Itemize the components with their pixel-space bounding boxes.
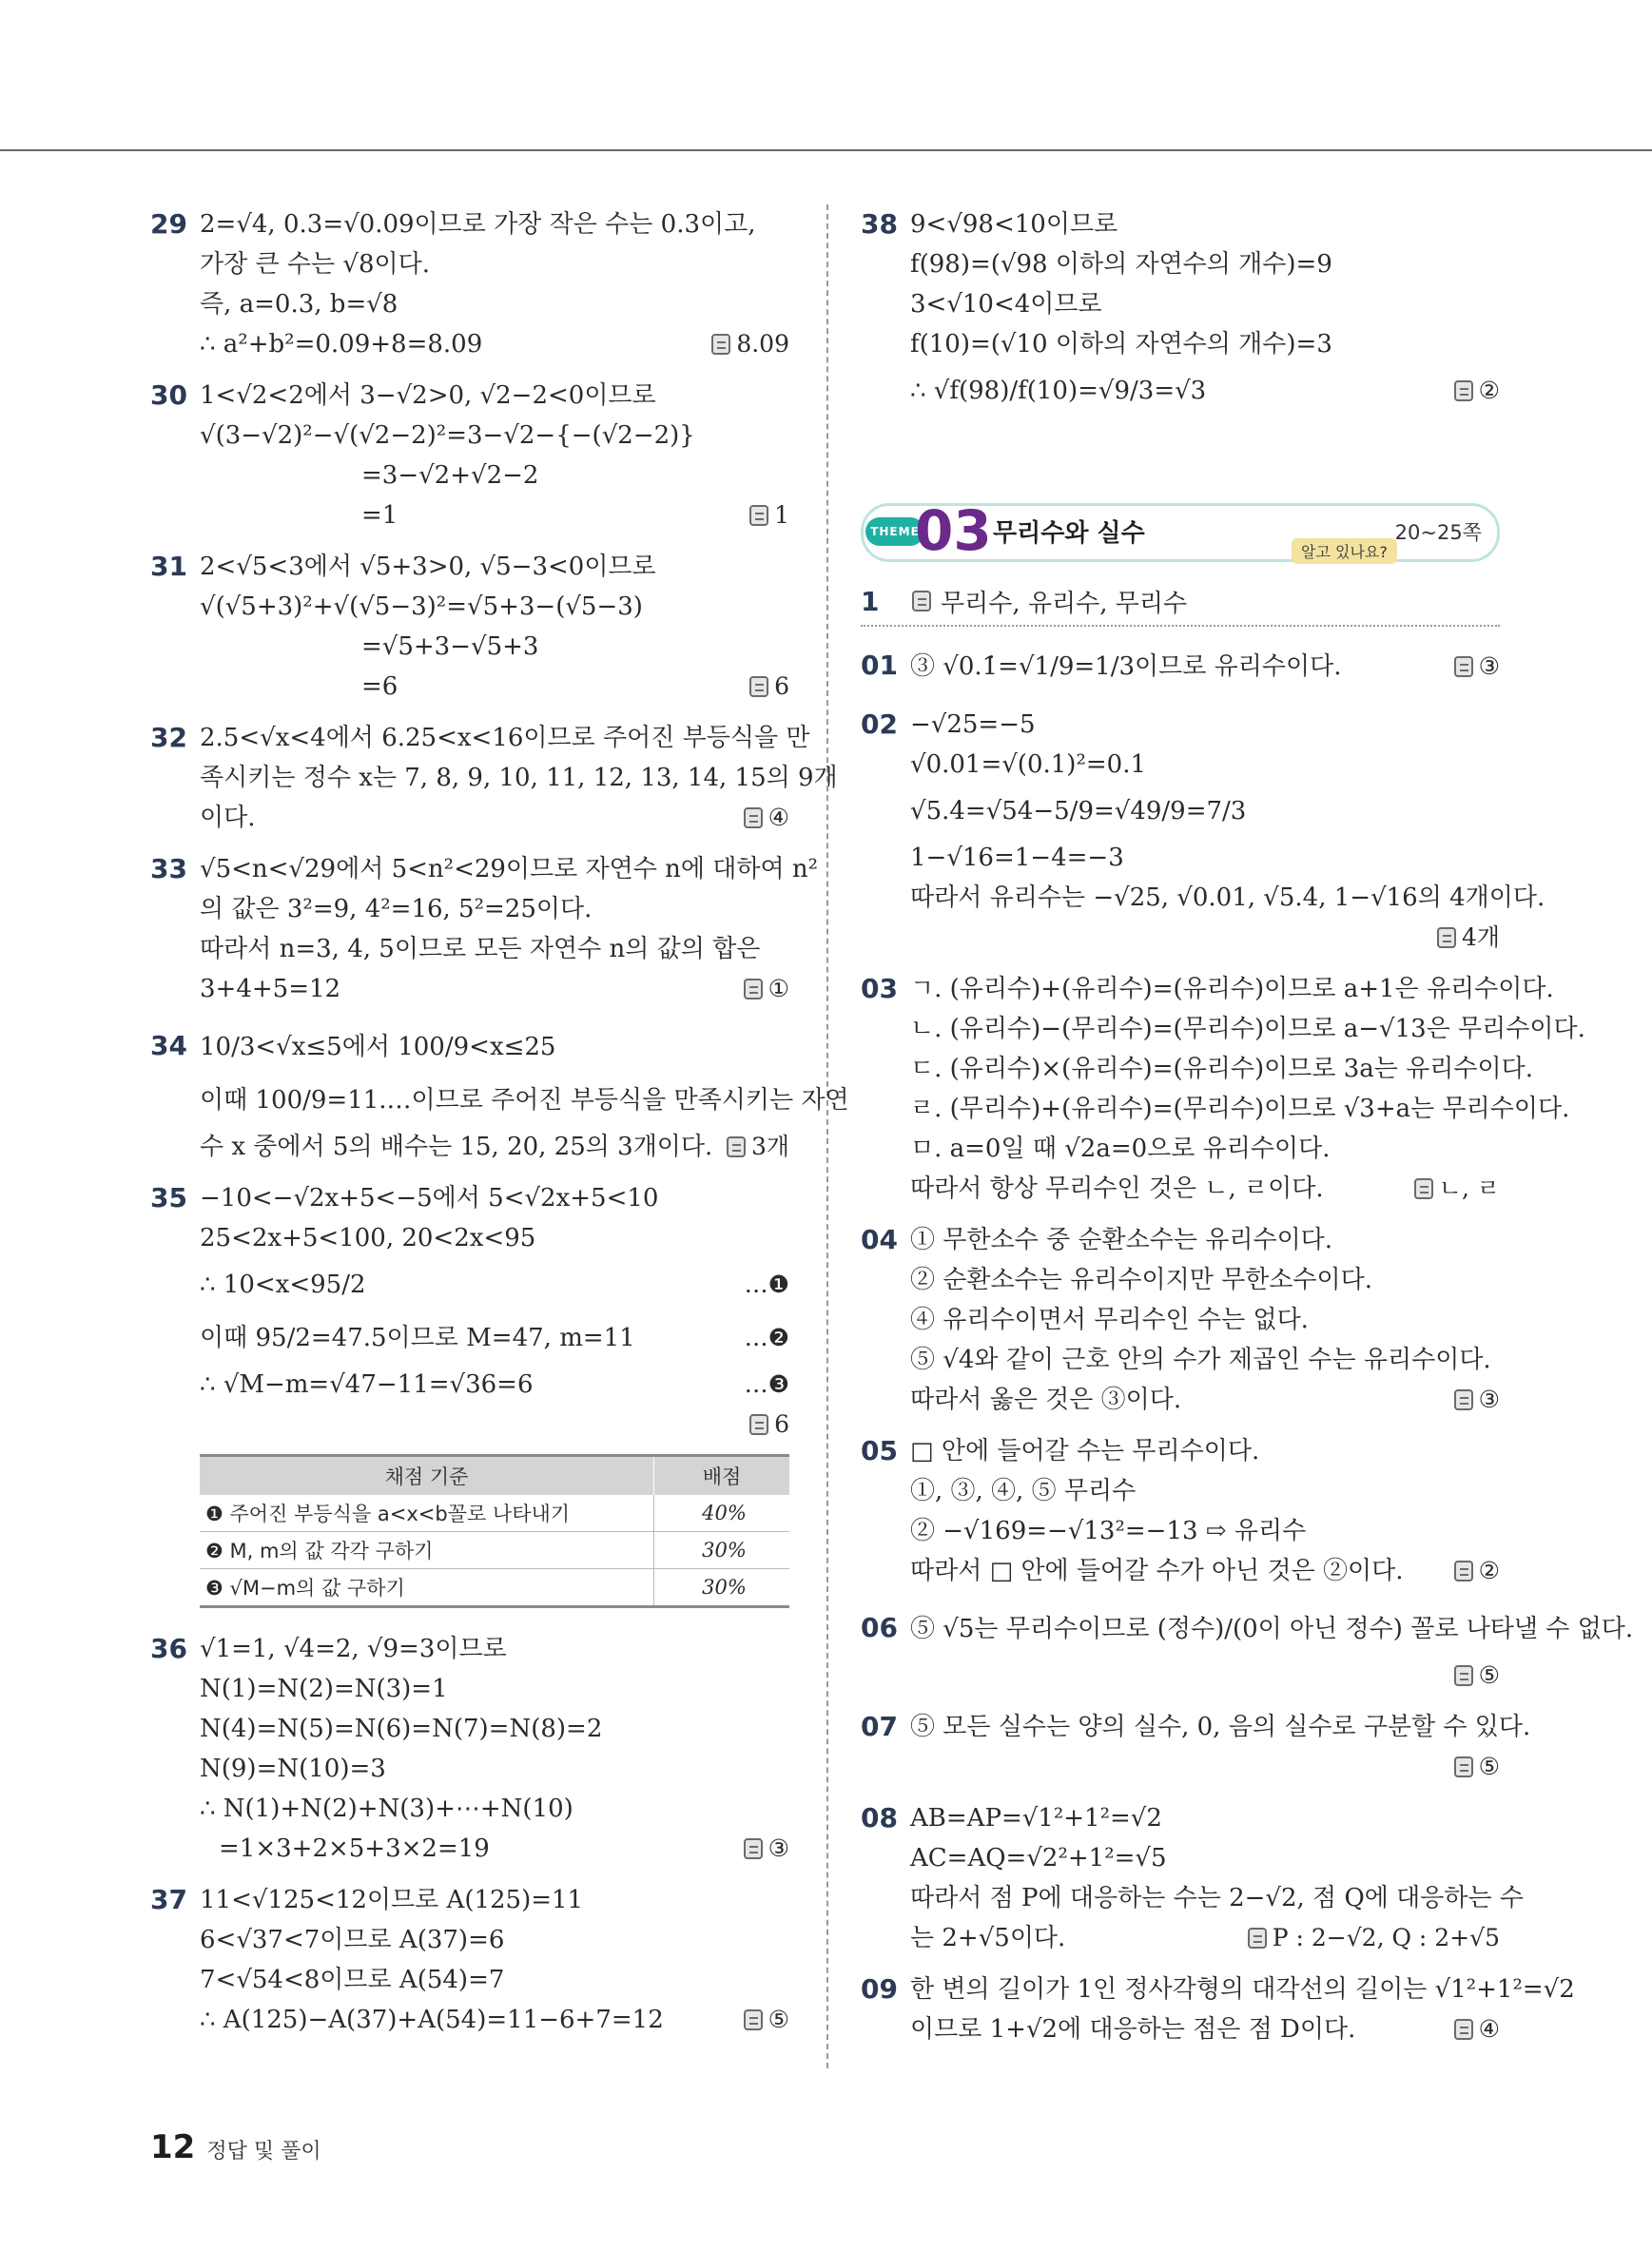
solution-line: ∴ 10<x<95/2 [200,1271,366,1299]
solution-line: 한 변의 길이가 1인 정사각형의 대각선의 길이는 √1²+1²=√2 [910,1975,1575,2004]
answer [1437,918,1500,958]
solution-line: 1<√2<2에서 3−√2>0, √2−2<0이므로 [200,381,656,410]
solution-line: =√5+3−√5+3 [361,632,539,661]
problem-number: 01 [861,650,898,681]
answer-icon [727,1136,746,1157]
solution-line: AB=AP=√1²+1²=√2 [910,1804,1162,1833]
solution-line: ⑤ √4와 같이 근호 안의 수가 제곱인 수는 유리수이다. [910,1346,1491,1374]
solution-line: 따라서 □ 안에 들어갈 수가 아닌 것은 ②이다. [910,1557,1404,1585]
answer [1454,647,1500,687]
section-number: 1 [861,585,880,617]
page-footer [150,2128,321,2166]
problem-02 [861,705,1545,958]
solution-line: 의 값은 3²=9, 4²=16, 5²=25이다. [200,895,593,923]
answer-value: 1 [774,501,789,529]
problem-number: 31 [150,551,187,582]
answer [1454,1747,1500,1787]
solution-line: ㄷ. (유리수)×(유리수)=(유리수)이므로 3a는 유리수이다. [910,1055,1534,1083]
answer [1454,1551,1500,1591]
answer-icon [912,591,931,611]
problem-03 [861,969,1585,1209]
solution-line: =3−√2+√2−2 [361,461,539,490]
solution-line: ④ 유리수이면서 무리수인 수는 없다. [910,1306,1309,1334]
answer-value: ③ [1478,1386,1500,1413]
solution-line: ∴ A(125)−A(37)+A(54)=11−6+7=12 [200,2006,664,2034]
solution-line: 이므로 1+√2에 대응하는 점은 점 D이다. [910,2015,1356,2044]
problem-38 [861,204,1500,417]
solution-line: ∴ √f(98)/f(10)=√9/3=√3 [910,377,1207,405]
solution-line: √(√5+3)²+√(√5−3)²=√5+3−(√5−3) [200,592,643,621]
answer-icon [744,807,763,828]
table-cell: ❸ √M−m의 값 구하기 [200,1569,654,1607]
problem-number: 37 [150,1884,187,1915]
solution-line: 1−√16=1−4=−3 [910,844,1124,872]
answer-icon [749,1414,768,1435]
solution-line: 2<√5<3에서 √5+3>0, √5−3<0이므로 [200,553,656,581]
answer-value: ④ [1478,2015,1500,2043]
problem-number: 36 [150,1633,187,1664]
problem-09 [861,1970,1575,2049]
answer [749,667,789,707]
answer-value: ② [1478,1557,1500,1584]
problem-36 [150,1629,789,1869]
problem-05 [861,1431,1500,1591]
table-row [200,1569,789,1607]
answer-value: ② [1478,377,1500,404]
problem-number: 09 [861,1973,898,2005]
answer-value: P : 2−√2, Q : 2+√5 [1272,1924,1500,1951]
problem-number: 02 [861,708,898,740]
solution-line: 가장 큰 수는 √8이다. [200,250,430,279]
answer [749,1405,789,1445]
table-cell: ❷ M, m의 값 각각 구하기 [200,1532,654,1569]
solution-line: ② −√169=−√13²=−13 ⇨ 유리수 [910,1517,1307,1545]
solution-line: 3+4+5=12 [200,975,341,1003]
solution-line: □ 안에 들어갈 수는 무리수이다. [910,1437,1260,1465]
solution-line: f(10)=(√10 이하의 자연수의 개수)=3 [910,330,1332,359]
answer-icon [744,1838,763,1859]
problem-number: 30 [150,379,187,411]
answer-icon [1454,380,1473,401]
answer-icon [1414,1178,1433,1199]
answer [744,2000,789,2040]
solution-line: 따라서 옳은 것은 ③이다. [910,1386,1182,1414]
problem-number: 07 [861,1711,898,1742]
solution-line: √1=1, √4=2, √9=3이므로 [200,1635,507,1663]
answer-icon [711,334,730,355]
answer-value: ③ [768,1834,789,1862]
solution-line: 10/3<√x≤5에서 100/9<x≤25 [200,1033,556,1061]
answer [1414,1169,1500,1209]
answer-icon [1454,1665,1473,1686]
column-divider [826,204,828,2068]
problem-number: 35 [150,1182,187,1213]
problem-35 [150,1178,789,1445]
page-number: 12 [150,2128,196,2166]
theme-number: 03 [915,498,992,563]
theme-pages: 20~25쪽 [1394,521,1482,544]
solution-line: 이다. [200,804,256,832]
solution-line: 2=√4, 0.3=√0.09이므로 가장 작은 수는 0.3이고, [200,210,756,239]
solution-line: 이때 100/9=11.…이므로 주어진 부등식을 만족시키는 자연 [200,1086,849,1115]
problem-31 [150,547,789,707]
solution-line: 즉, a=0.3, b=√8 [200,290,398,319]
answer-icon [1454,1756,1473,1777]
answer-icon [1248,1928,1267,1949]
table-cell: ❶ 주어진 부등식을 a<x<b꼴로 나타내기 [200,1495,654,1532]
solution-line: =1 [361,501,398,530]
problem-number: 08 [861,1802,898,1834]
problem-32 [150,718,838,838]
solution-line: ㄱ. (유리수)+(유리수)=(유리수)이므로 a+1은 유리수이다. [910,975,1554,1003]
solution-line: 이때 95/2=47.5이므로 M=47, m=11 [200,1324,635,1352]
step-mark: …❶ [744,1271,789,1298]
answer-icon [749,505,768,526]
solution-line: 는 2+√5이다. [910,1924,1066,1952]
problem-04 [861,1220,1500,1420]
answer-icon [1454,1561,1473,1582]
right-column [861,204,1634,2061]
answer-value: ⑤ [1478,1753,1500,1780]
solution-line: 25<2x+5<100, 20<2x<95 [200,1224,536,1252]
problem-07 [861,1707,1531,1787]
theme-badge: 알고 있나요? [1292,538,1397,564]
answer [711,324,789,364]
answer-icon [1454,1389,1473,1410]
solution-line: f(98)=(√98 이하의 자연수의 개수)=9 [910,250,1332,279]
left-column [150,204,849,2051]
table-cell: 40% [654,1495,790,1532]
answer-value: 6 [774,672,789,700]
problem-30 [150,376,789,535]
problem-number: 38 [861,208,898,240]
solution-line: ⑤ 모든 실수는 양의 실수, 0, 음의 실수로 구분할 수 있다. [910,1713,1531,1741]
solution-line: 11<√125<12이므로 A(125)=11 [200,1886,584,1914]
answer-value: ㄴ, ㄹ [1438,1174,1500,1202]
answer-icon [744,2009,763,2030]
answer [1454,2009,1500,2049]
theme-tag: THEME [865,517,924,546]
scoring-table [200,1454,789,1608]
step-mark: …❷ [744,1324,789,1351]
solution-line: 따라서 항상 무리수인 것은 ㄴ, ㄹ이다. [910,1174,1324,1203]
answer-icon [1437,927,1456,948]
answer-value: ④ [768,804,789,831]
table-header: 배점 [654,1456,790,1496]
answer [744,969,789,1009]
problem-29 [150,204,789,364]
answer [1454,371,1500,411]
solution-line: 수 x 중에서 5의 배수는 15, 20, 25의 3개이다. [200,1133,713,1161]
solution-line: 9<√98<10이므로 [910,210,1118,239]
solution-line: AC=AQ=√2²+1²=√5 [910,1844,1167,1873]
theme-title: 무리수와 실수 [993,519,1145,548]
answer [727,1127,789,1167]
solution-line: ② 순환소수는 유리수이지만 무한소수이다. [910,1266,1373,1294]
answer-icon [1454,656,1473,677]
solution-line: ∴ √M−m=√47−11=√36=6 [200,1370,534,1399]
solution-line: √5<n<√29에서 5<n²<29이므로 자연수 n에 대하여 n² [200,855,819,883]
solution-line: N(4)=N(5)=N(6)=N(7)=N(8)=2 [200,1715,603,1743]
answer-value: 4개 [1461,923,1500,951]
answer-value: ③ [1478,652,1500,680]
answer-icon [749,676,768,697]
footer-text: 정답 및 풀이 [206,2140,321,2164]
solution-line: ③ √0.1̇=√1/9=1/3이므로 유리수이다. [910,652,1342,681]
table-row [200,1495,789,1532]
solution-line: ⑤ √5는 무리수이므로 (정수)/(0이 아닌 정수) 꼴로 나타낼 수 없다. [910,1615,1634,1643]
solution-line: 2.5<√x<4에서 6.25<x<16이므로 주어진 부등식을 만 [200,724,810,752]
answer-value: ⑤ [1478,1661,1500,1689]
solution-line: N(1)=N(2)=N(3)=1 [200,1675,448,1703]
problem-number: 34 [150,1030,187,1061]
solution-line: √5.4̇=√54−5/9=√49/9=7/3 [910,797,1247,825]
answer-value: ⑤ [768,2006,789,2033]
solution-line: ① 무한소수 중 순환소수는 유리수이다. [910,1226,1333,1254]
section-heading [861,577,1500,627]
solution-line: =1×3+2×5+3×2=19 [219,1834,490,1863]
solution-line: ∴ a²+b²=0.09+8=8.09 [200,330,483,359]
solution-line: 7<√54<8이므로 A(54)=7 [200,1966,505,1994]
solution-line: ㄴ. (유리수)−(무리수)=(무리수)이므로 a−√13은 무리수이다. [910,1015,1585,1043]
problem-number: 32 [150,722,187,753]
solution-line: −√25=−5 [910,710,1036,739]
problem-01 [861,640,1500,693]
theme-banner [861,498,1500,563]
solution-line: ㅁ. a=0일 때 √2a=0으로 유리수이다. [910,1135,1331,1163]
answer [1454,1380,1500,1420]
answer-icon [1454,2019,1473,2040]
answer [1248,1918,1500,1958]
answer-icon [744,979,763,999]
problem-number: 29 [150,208,187,240]
section-text: 무리수, 유리수, 무리수 [941,589,1188,618]
answer-value: ① [768,975,789,1002]
solution-line: √0.01=√(0.1)²=0.1 [910,750,1147,779]
solution-line: 따라서 점 P에 대응하는 수는 2−√2, 점 Q에 대응하는 수 [910,1884,1524,1912]
answer [744,1829,789,1869]
problem-06 [861,1602,1634,1696]
solution-line: N(9)=N(10)=3 [200,1755,386,1783]
solution-line: ㄹ. (무리수)+(유리수)=(무리수)이므로 √3+a는 무리수이다. [910,1095,1570,1123]
problem-number: 03 [861,973,898,1004]
answer-value: 3개 [750,1133,789,1160]
problem-34 [150,1020,849,1167]
step-mark: …❸ [744,1370,789,1398]
table-row [200,1532,789,1569]
solution-line: 따라서 유리수는 −√25, √0.01, √5.4̇, 1−√16의 4개이다. [910,883,1545,912]
table-cell: 30% [654,1532,790,1569]
solution-line: =6 [361,672,398,701]
solution-line: 3<√10<4이므로 [910,290,1102,319]
answer [749,495,789,535]
problem-number: 04 [861,1224,898,1255]
answer [1454,1656,1500,1696]
problem-08 [861,1798,1524,1958]
solution-line: 족시키는 정수 x는 7, 8, 9, 10, 11, 12, 13, 14, 15의 9개 [200,764,838,792]
answer [744,798,789,838]
answer-value: 6 [774,1410,789,1438]
solution-line: ∴ N(1)+N(2)+N(3)+⋯+N(10) [200,1795,573,1823]
solution-line: √(3−√2)²−√(√2−2)²=3−√2−{−(√2−2)} [200,421,695,450]
solution-line: 따라서 n=3, 4, 5이므로 모든 자연수 n의 값의 합은 [200,935,761,963]
solution-line: −10<−√2x+5<−5에서 5<√2x+5<10 [200,1184,659,1213]
header-rule [0,149,1652,151]
problem-number: 05 [861,1435,898,1466]
table-cell: 30% [654,1569,790,1607]
problem-37 [150,1880,789,2040]
answer-value: 8.09 [736,330,789,358]
table-header: 채점 기준 [200,1456,654,1496]
solution-line: 6<√37<7이므로 A(37)=6 [200,1926,505,1954]
solution-line: ①, ③, ④, ⑤ 무리수 [910,1477,1137,1505]
problem-33 [150,849,819,1009]
problem-number: 33 [150,853,187,884]
problem-number: 06 [861,1612,898,1643]
